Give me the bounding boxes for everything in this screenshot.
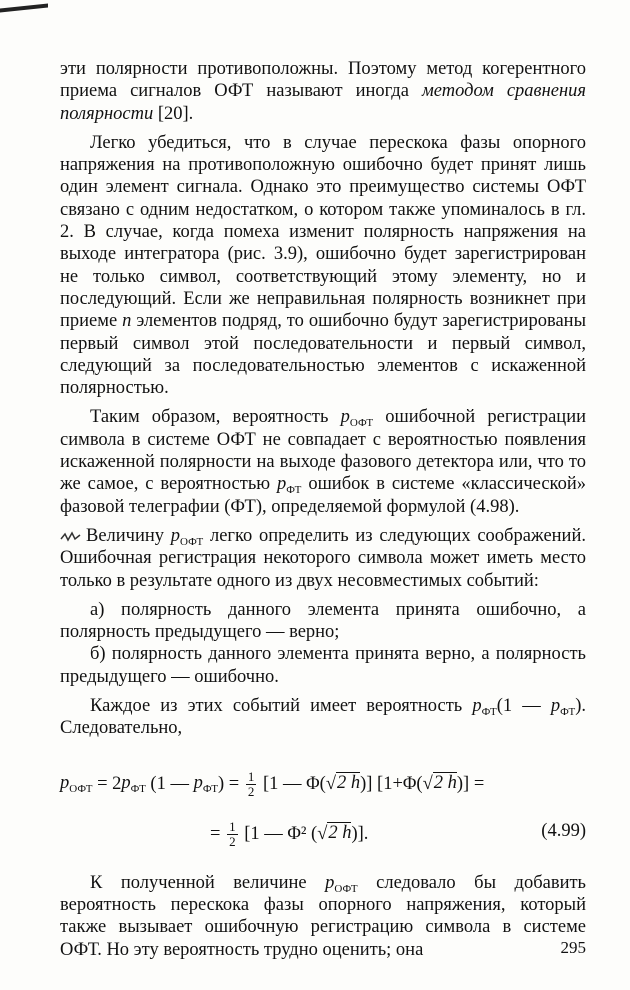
symbol-p-ft: $p_{ФТ}$	[277, 474, 302, 497]
symbol-p-oft: $p_{ОФТ}$	[170, 525, 204, 548]
symbol-p-oft: $p_{ОФТ}$	[325, 872, 358, 895]
formula-4-99	[60, 762, 586, 858]
margin-mark-icon	[60, 531, 82, 543]
symbol-p-oft: $p_{ОФТ}$	[340, 407, 374, 430]
paragraph-6: К полученной величине $p_{ОФТ}$ следовало бы добавить вероятность перескока фазы опорного напряжения, который также вызывает ошибочную регистрацию символа в системе ОФТ. Но эту вероятность трудно оценить; она	[60, 872, 586, 960]
page-number: 295	[560, 938, 586, 957]
fraction-half: $\frac{1}{2}$	[247, 768, 255, 799]
symbol-p-ft: $p_{ФТ}$	[550, 696, 576, 719]
paragraph-4: Величину $p_{ОФТ}$ легко определить из следующих соображений. Ошибочная регистрация некоторого символа может иметь место только в результате одного из двух несовместимых событий:	[60, 525, 586, 591]
paragraph-1: эти полярности противоположны. Поэтому метод когерентного приема сигналов ОФТ называют иногда методом сравнения полярности [20].	[60, 59, 587, 124]
scan-corner-mark	[0, 3, 48, 12]
fraction-half: $\frac{1}{2}$	[229, 818, 236, 849]
italic-term: методом сравнения полярности	[60, 81, 587, 124]
list-item-a: а) полярность данного элемента принята ошибочно, а полярность предыдущего — верно;	[60, 599, 586, 643]
paragraph-2: Легко убедиться, что в случае перескока фазы опорного напряжения на противоположную ошибочно будет принят лишь один элемент сигнала. Однако это преимущество системы ОФТ связано с одним недостатком, о котором также упоминалось в гл. 2. В случае, когда помеха изменит полярность напряжения на выходе интегратора (рис. 3.9), ошибочно будет зарегистрирован не только символ, соответствующий этому элементу, но и последующий. Если же неправильная полярность возникнет при приеме n элементов подряд, то ошибочно будут зарегистрированы первый символ этой последовательности и первый символ, следующий за последовательностью элементов с искаженной полярностью.	[60, 132, 586, 399]
equation-number: (4.99)	[541, 820, 586, 841]
formula-line-2: = $\frac{1}{2}$ [1 — Φ² (√2 h)].	[210, 818, 369, 849]
page-body	[60, 58, 586, 961]
list-item-b: б) полярность данного элемента принята верно, а полярность предыдущего — ошибочно.	[60, 644, 586, 687]
paragraph-3: Таким образом, вероятность $p_{ОФТ}$ ошибочной регистрации символа в системе ОФТ не совпадает с вероятностью появления искаженной полярности на выходе фазового детектора или, что то же самое, с вероятностью $p_{ФТ}$ ошибок в системе «классической» фазовой телеграфии (ФТ), определяемой формулой (4.98).	[60, 407, 586, 517]
paragraph-5: Каждое из этих событий имеет вероятность $p_{ФТ}(1$ — $p_{ФТ}$). Следовательно,	[60, 696, 586, 739]
formula-line-1: $p_{ОФТ} = 2p_{ФТ}$ (1 — $p_{ФТ}$) = $\frac{1}{2}$ [1 — Φ(√2 h)] [1+Φ(√2 h)] =	[60, 768, 485, 799]
symbol-p-ft: $p_{ФТ}$	[472, 696, 497, 719]
